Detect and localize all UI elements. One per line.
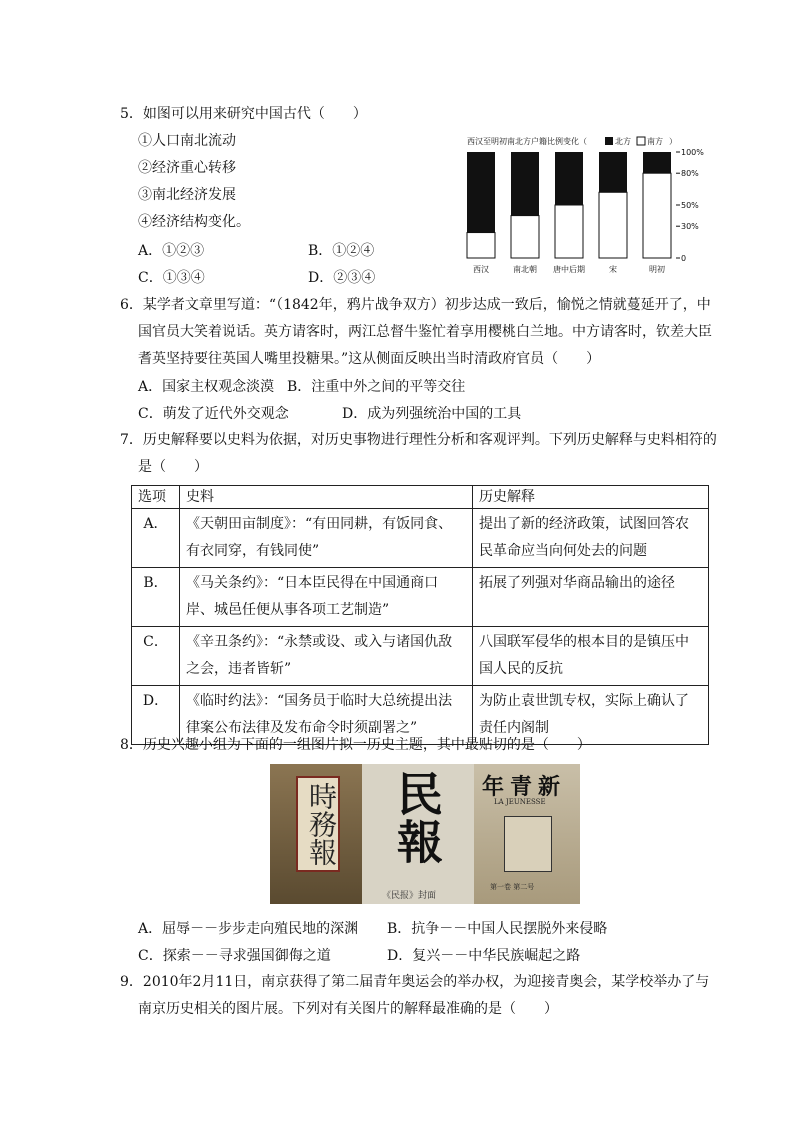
xinqingnian-panel xyxy=(474,764,580,904)
q6-option-c: C．萌发了近代外交观念 xyxy=(138,406,289,422)
row-label: A． xyxy=(132,509,180,568)
row-label: B． xyxy=(132,568,180,627)
q5-option-b: B．①②④ xyxy=(308,243,375,259)
q8-stem: 8．历史兴趣小组为下面的一组图片拟一历史主题，其中最贴切的是（ ） xyxy=(120,737,591,753)
table-row xyxy=(132,627,709,686)
bar-north-2 xyxy=(555,152,583,205)
xinqingnian-title: 年青新 xyxy=(482,774,567,800)
minbao-panel xyxy=(362,764,474,904)
q6-line-2: 国官员大笑着说话。英方请客时，两江总督牛鉴忙着享用樱桃白兰地。中方请客时，钦差大臣 xyxy=(138,324,712,340)
table-row xyxy=(132,509,709,568)
q9-line-2: 南京历史相关的图片展。下列对有关图片的解释最准确的是（ ） xyxy=(138,1001,558,1017)
shiwubao-panel xyxy=(270,764,362,904)
legend-south: 南方 xyxy=(647,137,663,146)
x-tick-label: 南北朝 xyxy=(513,265,537,274)
q5-item-3: ③南北经济发展 xyxy=(138,187,236,203)
q6-option-b: B．注重中外之间的平等交往 xyxy=(287,379,466,395)
chart-svg xyxy=(465,132,705,284)
q5-option-d: D．②③④ xyxy=(308,270,376,286)
header-option: 选项 xyxy=(132,486,180,509)
header-interpretation: 历史解释 xyxy=(473,486,709,509)
row-label: C． xyxy=(132,627,180,686)
x-tick-label: 宋 xyxy=(609,265,617,274)
y-tick-label: 30% xyxy=(681,222,699,232)
row-source: 《马关条约》：“日本臣民得在中国通商口岸、城邑任便从事各项工艺制造” xyxy=(180,568,473,627)
q8-option-a: A．屈辱－－步步走向殖民地的深渊 xyxy=(138,921,359,937)
legend-swatch-north xyxy=(605,137,613,145)
legend-close: ） xyxy=(669,137,677,146)
table-row xyxy=(132,568,709,627)
y-tick-label: 0 xyxy=(681,254,687,263)
q6-option-a: A．国家主权观念淡漠 xyxy=(138,379,275,395)
minbao-caption: 《民报》封面 xyxy=(382,891,437,901)
q8-option-c: C．探索－－寻求强国御侮之道 xyxy=(138,948,331,964)
row-interpretation: 提出了新的经济政策，试图回答农民革命应当向何处去的问题 xyxy=(473,509,709,568)
legend-north: 北方 xyxy=(615,137,631,146)
xinqingnian-emblem xyxy=(504,816,552,872)
chart-title: 西汉至明初南北方户籍比例变化（ xyxy=(467,137,587,146)
q8-option-b: B．抗争－－中国人民摆脱外来侵略 xyxy=(387,921,608,937)
q5-item-1: ①人口南北流动 xyxy=(138,133,236,149)
q6-line-3: 耆英坚持要往英国人嘴里投糖果。”这从侧面反映出当时清政府官员（ ） xyxy=(138,351,601,367)
q5-item-4: ④经济结构变化。 xyxy=(138,214,250,230)
legend-swatch-south xyxy=(637,137,645,145)
bar-north-4 xyxy=(643,152,671,173)
q6-option-d: D．成为列强统治中国的工具 xyxy=(342,406,522,422)
shiwubao-title: 時務報 xyxy=(296,776,340,872)
bar-south-2 xyxy=(555,205,583,258)
row-source: 《临时约法》：“国务员于临时大总统提出法律案公布法律及发布命令时须副署之” xyxy=(180,686,473,745)
x-tick-label: 唐中后期 xyxy=(553,265,585,274)
history-table xyxy=(131,485,709,745)
q5-item-2: ②经济重心转移 xyxy=(138,160,236,176)
bar-north-3 xyxy=(599,152,627,192)
header-source: 史料 xyxy=(180,486,473,509)
q9-line-1: 9．2010年2月11日，南京获得了第二届青年奥运会的举办权，为迎接青奥会，某学校举办了与 xyxy=(120,974,710,990)
bar-north-0 xyxy=(467,152,495,233)
row-source: 《辛丑条约》：“永禁或设、或入与诸国仇敌之会，违者皆斩” xyxy=(180,627,473,686)
x-tick-label: 西汉 xyxy=(473,265,489,274)
q7-line-1: 7．历史解释要以史料为依据，对历史事物进行理性分析和客观评判。下列历史解释与史料相符的 xyxy=(120,432,717,448)
bar-south-4 xyxy=(643,173,671,258)
table-header-row xyxy=(132,486,709,509)
row-interpretation: 拓展了列强对华商品输出的途径 xyxy=(473,568,709,627)
q5-option-c: C．①③④ xyxy=(138,270,205,286)
bar-south-3 xyxy=(599,192,627,258)
row-interpretation: 八国联军侵华的根本目的是镇压中国人民的反抗 xyxy=(473,627,709,686)
q8-option-d: D．复兴－－中华民族崛起之路 xyxy=(387,948,581,964)
x-tick-label: 明初 xyxy=(649,265,665,274)
y-tick-label: 50% xyxy=(681,201,699,210)
xinqingnian-footer: 第一卷 第二号 xyxy=(490,883,535,891)
q7-line-2: 是（ ） xyxy=(138,459,208,475)
q5-stem: 5．如图可以用来研究中国古代（ ） xyxy=(120,106,367,122)
y-tick-label: 100% xyxy=(681,148,704,157)
y-tick-label: 80% xyxy=(681,169,699,179)
newspaper-photo-strip xyxy=(270,764,580,904)
q6-line-1: 6．某学者文章里写道：“（1842年，鸦片战争双方）初步达成一致后，愉悦之情就蔓延开了，中 xyxy=(120,297,711,313)
bar-south-0 xyxy=(467,233,495,258)
row-source: 《天朝田亩制度》：“有田同耕，有饭同食、有衣同穿，有钱同使” xyxy=(180,509,473,568)
household-ratio-chart xyxy=(465,132,705,284)
row-interpretation: 为防止袁世凯专权，实际上确认了责任内阁制 xyxy=(473,686,709,745)
minbao-title: 民報 xyxy=(390,770,444,866)
q5-option-a: A．①②③ xyxy=(138,243,205,259)
bar-south-1 xyxy=(511,216,539,258)
bar-north-1 xyxy=(511,152,539,216)
row-label: D． xyxy=(132,686,180,745)
xinqingnian-subtitle: LA JEUNESSE xyxy=(494,798,546,806)
